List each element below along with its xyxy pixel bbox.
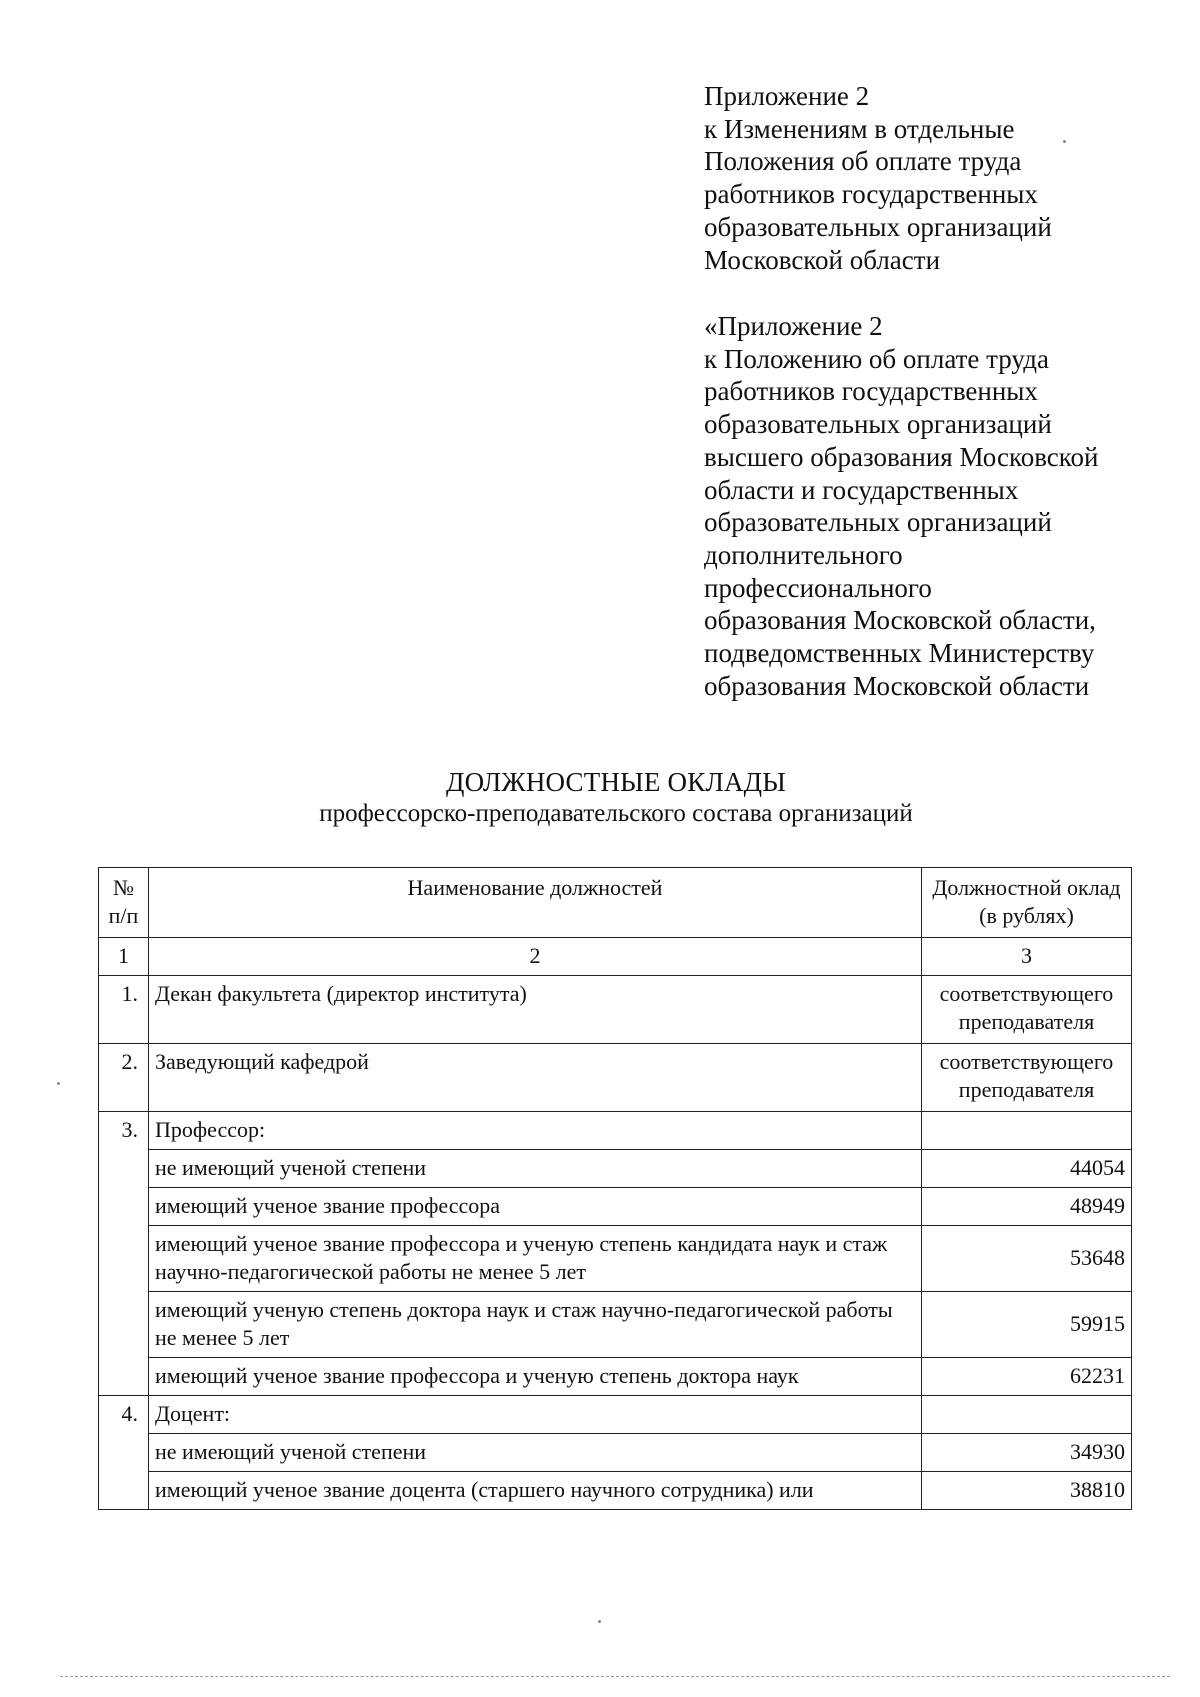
row-name: Профессор:	[149, 1112, 922, 1150]
document-subtitle: профессорско-преподавательского состава организаций	[319, 800, 913, 827]
row-name: имеющий ученое звание профессора и ученую степень доктора наук	[149, 1358, 922, 1396]
row-name: имеющий ученое звание профессора и ученую степень кандидата наук и стаж научно-педагогической работы не менее 5 лет	[149, 1226, 922, 1292]
annex-line: области и государственных	[704, 474, 1019, 505]
annex-line: профессионального	[704, 572, 932, 603]
table-row	[99, 1226, 1132, 1292]
row-value: 62231	[922, 1358, 1132, 1396]
table-row	[99, 976, 1132, 1044]
header-num: № п/п	[99, 868, 149, 938]
table-row	[99, 1358, 1132, 1396]
row-value: 44054	[922, 1150, 1132, 1188]
row-name: Доцент:	[149, 1396, 922, 1434]
annex-original-note	[704, 310, 1144, 702]
row-name: имеющий ученое звание профессора	[149, 1188, 922, 1226]
scan-speck	[1063, 140, 1066, 143]
annex-line: образования Московской области,	[704, 605, 1096, 636]
table-header-row	[99, 868, 1132, 938]
annex-line: образовательных организаций	[704, 507, 1052, 538]
table-row	[99, 1044, 1132, 1112]
row-name: не имеющий ученой степени	[149, 1434, 922, 1472]
annex-line: Московской области	[704, 244, 941, 275]
document-title: ДОЛЖНОСТНЫЕ ОКЛАДЫ	[445, 767, 787, 797]
row-value: 59915	[922, 1292, 1132, 1358]
row-num: 4.	[99, 1396, 149, 1510]
row-value	[922, 1396, 1132, 1434]
column-number-row	[99, 938, 1132, 976]
row-value: 38810	[922, 1472, 1132, 1510]
annex-line: к Изменениям в отдельные	[704, 113, 1015, 144]
table-row	[99, 1150, 1132, 1188]
table-row	[99, 1292, 1132, 1358]
salary-table	[98, 867, 1132, 1510]
header-salary: Должностной оклад (в рублях)	[922, 868, 1132, 938]
row-num: 1.	[99, 976, 149, 1044]
annex-line: работников государственных	[704, 376, 1038, 407]
annex-line: «Приложение 2	[704, 311, 883, 341]
column-number: 2	[149, 938, 922, 976]
annex-line: образования Московской области	[704, 670, 1090, 701]
annex-line: дополнительного	[704, 539, 903, 570]
column-number: 1	[99, 938, 149, 976]
row-value: 53648	[922, 1226, 1132, 1292]
row-value: соответствующего преподавателя	[922, 1044, 1132, 1112]
table-row	[99, 1188, 1132, 1226]
table-row	[99, 1434, 1132, 1472]
row-value: 48949	[922, 1188, 1132, 1226]
row-name: имеющий ученое звание доцента (старшего научного сотрудника) или	[149, 1472, 922, 1510]
table-row	[99, 1396, 1132, 1434]
row-name: не имеющий ученой степени	[149, 1150, 922, 1188]
annex-line: Приложение 2	[704, 81, 870, 111]
annex-line: образовательных организаций	[704, 211, 1052, 242]
row-value	[922, 1112, 1132, 1150]
scan-speck	[598, 1620, 601, 1623]
annex-line: работников государственных	[704, 179, 1038, 210]
scan-speck	[57, 1082, 60, 1085]
row-value: соответствующего преподавателя	[922, 976, 1132, 1044]
bottom-scan-edge	[60, 1676, 1170, 1677]
annex-line: Положения об оплате труда	[704, 146, 1022, 177]
row-name: имеющий ученую степень доктора наук и стаж научно-педагогической работы не менее 5 лет	[149, 1292, 922, 1358]
annex-line: к Положению об оплате труда	[704, 343, 1049, 374]
annex-current-note	[704, 80, 1144, 276]
row-name: Декан факультета (директор института)	[149, 976, 922, 1044]
column-number: 3	[922, 938, 1132, 976]
row-num: 2.	[99, 1044, 149, 1112]
header-name: Наименование должностей	[149, 868, 922, 938]
row-num: 3.	[99, 1112, 149, 1396]
annex-line: высшего образования Московской	[704, 441, 1099, 472]
row-value: 34930	[922, 1434, 1132, 1472]
table-row	[99, 1472, 1132, 1510]
annex-line: образовательных организаций	[704, 409, 1052, 440]
row-name: Заведующий кафедрой	[149, 1044, 922, 1112]
table-row	[99, 1112, 1132, 1150]
annex-line: подведомственных Министерству	[704, 638, 1095, 669]
